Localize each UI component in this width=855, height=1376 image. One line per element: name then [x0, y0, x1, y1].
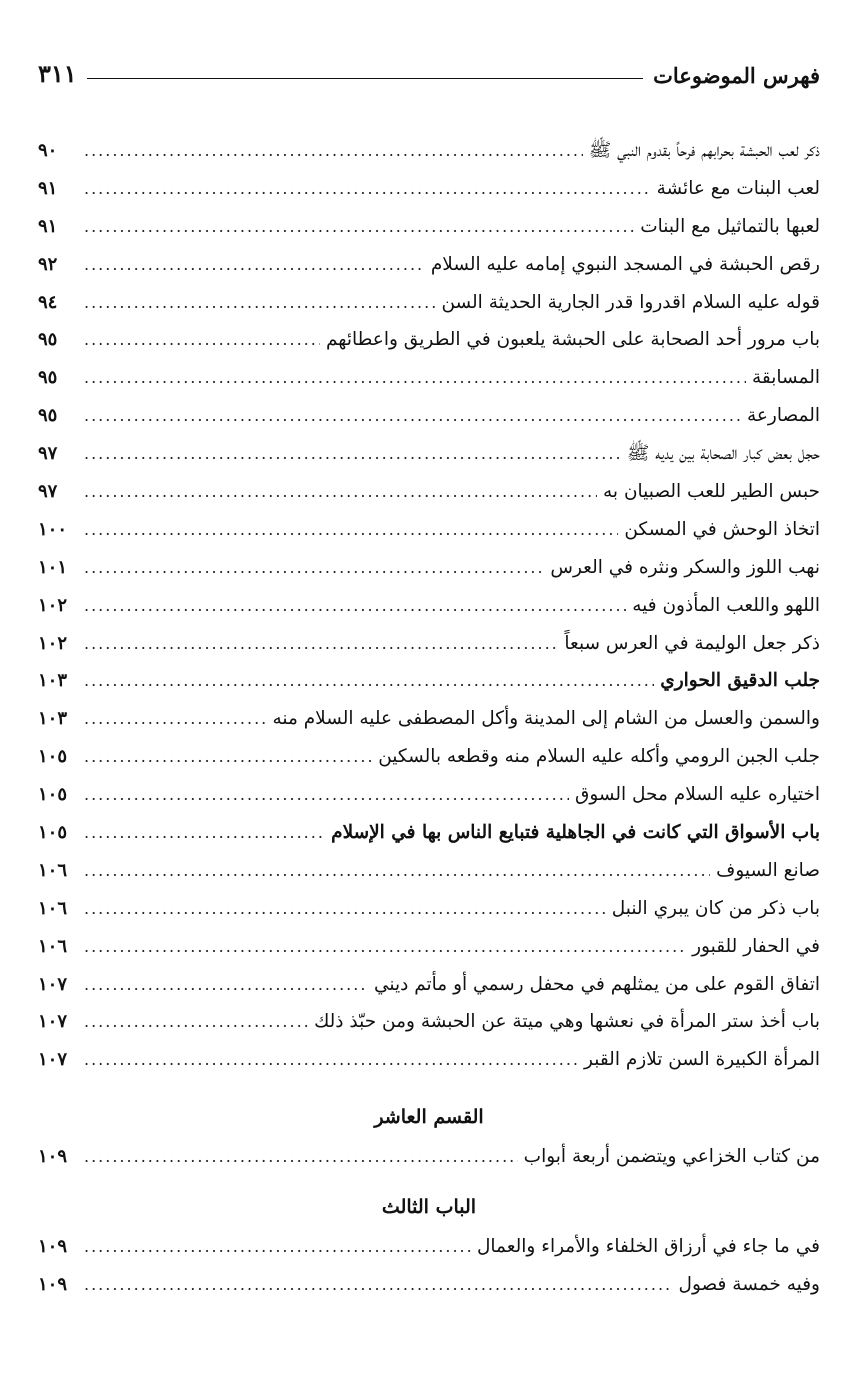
toc-entry	[38, 246, 820, 284]
dot-leader	[84, 208, 634, 246]
toc-entry-page: ٩٥	[38, 367, 58, 389]
dot-leader	[84, 473, 597, 511]
header-title: فهرس الموضوعات	[653, 63, 820, 88]
toc-entry	[38, 700, 820, 738]
toc-entry-title: حجل بعض كبار الصحابة بين يديه ﷺ	[627, 443, 820, 465]
toc-entry-title: باب أخذ ستر المرأة في نعشها وهي ميتة عن الحبشة ومن حبّذ ذلك	[314, 1011, 820, 1033]
toc-entry	[38, 208, 820, 246]
toc-entry-title: رقص الحبشة في المسجد النبوي إمامه عليه السلام	[430, 253, 820, 275]
dot-leader	[84, 966, 368, 1004]
dot-leader	[84, 1266, 673, 1304]
toc-entry	[38, 928, 820, 966]
toc-entry	[38, 1041, 820, 1079]
toc-entry-page: ١٠٦	[38, 859, 68, 881]
toc-entry-title: اختياره عليه السلام محل السوق	[574, 784, 820, 806]
toc-entry	[38, 473, 820, 511]
toc-entry-title: ذكر جعل الوليمة في العرس سبعاً	[564, 632, 820, 654]
toc-entry	[38, 776, 820, 814]
toc-entry-page: ٩٥	[38, 405, 58, 427]
toc-list	[38, 132, 820, 1079]
chapter-heading: الباب الثالث	[381, 1196, 477, 1219]
dot-leader	[84, 587, 626, 625]
toc-entry-title: وفيه خمسة فصول	[678, 1274, 820, 1296]
toc-entry	[38, 359, 820, 397]
toc-entry	[38, 511, 820, 549]
toc-entry-page: ٩٧	[38, 481, 58, 503]
toc-entry	[38, 132, 820, 170]
toc-entry	[38, 435, 820, 473]
dot-leader	[84, 738, 372, 776]
dot-leader	[84, 776, 569, 814]
toc-entry	[38, 1266, 820, 1304]
toc-entry	[38, 321, 820, 359]
toc-entry	[38, 170, 820, 208]
dot-leader	[84, 397, 741, 435]
toc-entry-page: ١٠٧	[38, 1049, 68, 1071]
toc-entry-title: لعبها بالتماثيل مع البنات	[640, 215, 820, 237]
toc-entry-page: ١٠٥	[38, 784, 68, 806]
toc-entry	[38, 625, 820, 663]
toc-entry-page: ٩٥	[38, 329, 58, 351]
toc-entry-title: باب الأسواق التي كانت في الجاهلية فتبايع الناس بها في الإسلام	[331, 822, 820, 844]
toc-entry	[38, 852, 820, 890]
toc-entry-title: لعب البنات مع عائشة	[656, 177, 820, 199]
toc-entry	[38, 1138, 820, 1176]
toc-entry	[38, 284, 820, 322]
toc-entry-page: ١٠٧	[38, 1011, 68, 1033]
toc-entry-page: ١٠٢	[38, 594, 68, 616]
toc-entry-page: ١٠٧	[38, 973, 68, 995]
dot-leader	[84, 321, 320, 359]
toc-entry-title: والسمن والعسل من الشام إلى المدينة وأكل المصطفى عليه السلام منه	[272, 708, 820, 730]
dot-leader	[84, 662, 654, 700]
dot-leader	[84, 132, 583, 170]
dot-leader	[84, 814, 325, 852]
dot-leader	[84, 511, 618, 549]
toc-entry-page: ١٠٩	[38, 1274, 68, 1296]
toc-entry-title: باب ذكر من كان يبري النبل	[611, 897, 820, 919]
toc-entry-page: ١٠٦	[38, 935, 68, 957]
toc-entry-title: في الحفار للقبور	[692, 935, 820, 957]
toc-entry-title: قوله عليه السلام اقدروا قدر الجارية الحديثة السن	[441, 291, 820, 313]
toc-entry-title: ذكر لعب الحبشة بحرابهم فرحاً بقدوم النبي ﷺ	[588, 140, 820, 161]
toc-entry-title: اللهو واللعب المأذون فيه	[632, 594, 820, 616]
dot-leader	[84, 549, 544, 587]
toc-page	[38, 52, 820, 1304]
toc-entry	[38, 890, 820, 928]
toc-entry-title: جلب الجبن الرومي وأكله عليه السلام منه وقطعه بالسكين	[378, 746, 820, 768]
toc-entry-page: ١٠٥	[38, 746, 68, 768]
toc-entry-page: ١٠٢	[38, 632, 68, 654]
toc-entry-page: ٩٠	[38, 140, 58, 161]
toc-entry-title: اتفاق القوم على من يمثلهم في محفل رسمي أو مأتم ديني	[373, 973, 820, 995]
toc-entry-page: ٩١	[38, 215, 58, 237]
dot-leader	[84, 1138, 518, 1176]
dot-leader	[84, 1003, 308, 1041]
toc-entry-title: المسابقة	[751, 367, 820, 389]
page-header	[38, 52, 820, 88]
dot-leader	[84, 170, 651, 208]
dot-leader	[84, 852, 710, 890]
toc-entry	[38, 1003, 820, 1041]
toc-entry	[38, 397, 820, 435]
dot-leader	[84, 1228, 471, 1266]
toc-entry-title: جلب الدقيق الحواري	[660, 670, 820, 692]
toc-entry-page: ٩٧	[38, 443, 58, 465]
dot-leader	[84, 246, 425, 284]
toc-entry-page: ١٠٠	[38, 518, 68, 540]
dot-leader	[84, 700, 266, 738]
dot-leader	[84, 435, 621, 473]
toc-entry-page: ١٠٣	[38, 670, 68, 692]
toc-entry	[38, 966, 820, 1004]
toc-entry	[38, 1228, 820, 1266]
section-heading: القسم العاشر	[374, 1106, 484, 1129]
toc-entry-title: باب مرور أحد الصحابة على الحبشة يلعبون في الطريق واعطائهم	[325, 329, 820, 351]
toc-entry	[38, 549, 820, 587]
dot-leader	[84, 625, 558, 663]
toc-entry-page: ١٠٣	[38, 708, 68, 730]
header-rule	[87, 78, 643, 79]
toc-entry-title: المرأة الكبيرة السن تلازم القبر	[584, 1049, 820, 1071]
toc-entry-page: ٩٢	[38, 253, 58, 275]
toc-entry-page: ٩١	[38, 177, 58, 199]
dot-leader	[84, 890, 606, 928]
toc-entry-title: من كتاب الخزاعي ويتضمن أربعة أبواب	[523, 1146, 820, 1168]
dot-leader	[84, 284, 435, 322]
toc-list-chapter-3	[38, 1228, 820, 1304]
dot-leader	[84, 928, 686, 966]
toc-entry-title: حبس الطير للعب الصبيان به	[603, 481, 820, 503]
toc-entry-page: ٩٤	[38, 291, 58, 313]
toc-entry	[38, 814, 820, 852]
dot-leader	[84, 1041, 578, 1079]
toc-entry	[38, 587, 820, 625]
toc-entry-page: ١٠٦	[38, 897, 68, 919]
toc-list-section-10	[38, 1138, 820, 1176]
toc-entry-page: ١٠٩	[38, 1146, 68, 1168]
toc-entry-page: ١٠١	[38, 556, 68, 578]
toc-entry-title: المصارعة	[746, 405, 820, 427]
toc-entry-title: اتخاذ الوحش في المسكن	[624, 518, 820, 540]
toc-entry-title: نهب اللوز والسكر ونثره في العرس	[550, 556, 820, 578]
toc-entry-title: صانع السيوف	[716, 859, 820, 881]
page-number: ٣١١	[38, 59, 77, 88]
toc-entry-page: ١٠٥	[38, 822, 68, 844]
toc-entry-title: في ما جاء في أرزاق الخلفاء والأمراء والعمال	[476, 1236, 820, 1258]
dot-leader	[84, 359, 746, 397]
toc-entry	[38, 662, 820, 700]
toc-entry-page: ١٠٩	[38, 1236, 68, 1258]
toc-entry	[38, 738, 820, 776]
